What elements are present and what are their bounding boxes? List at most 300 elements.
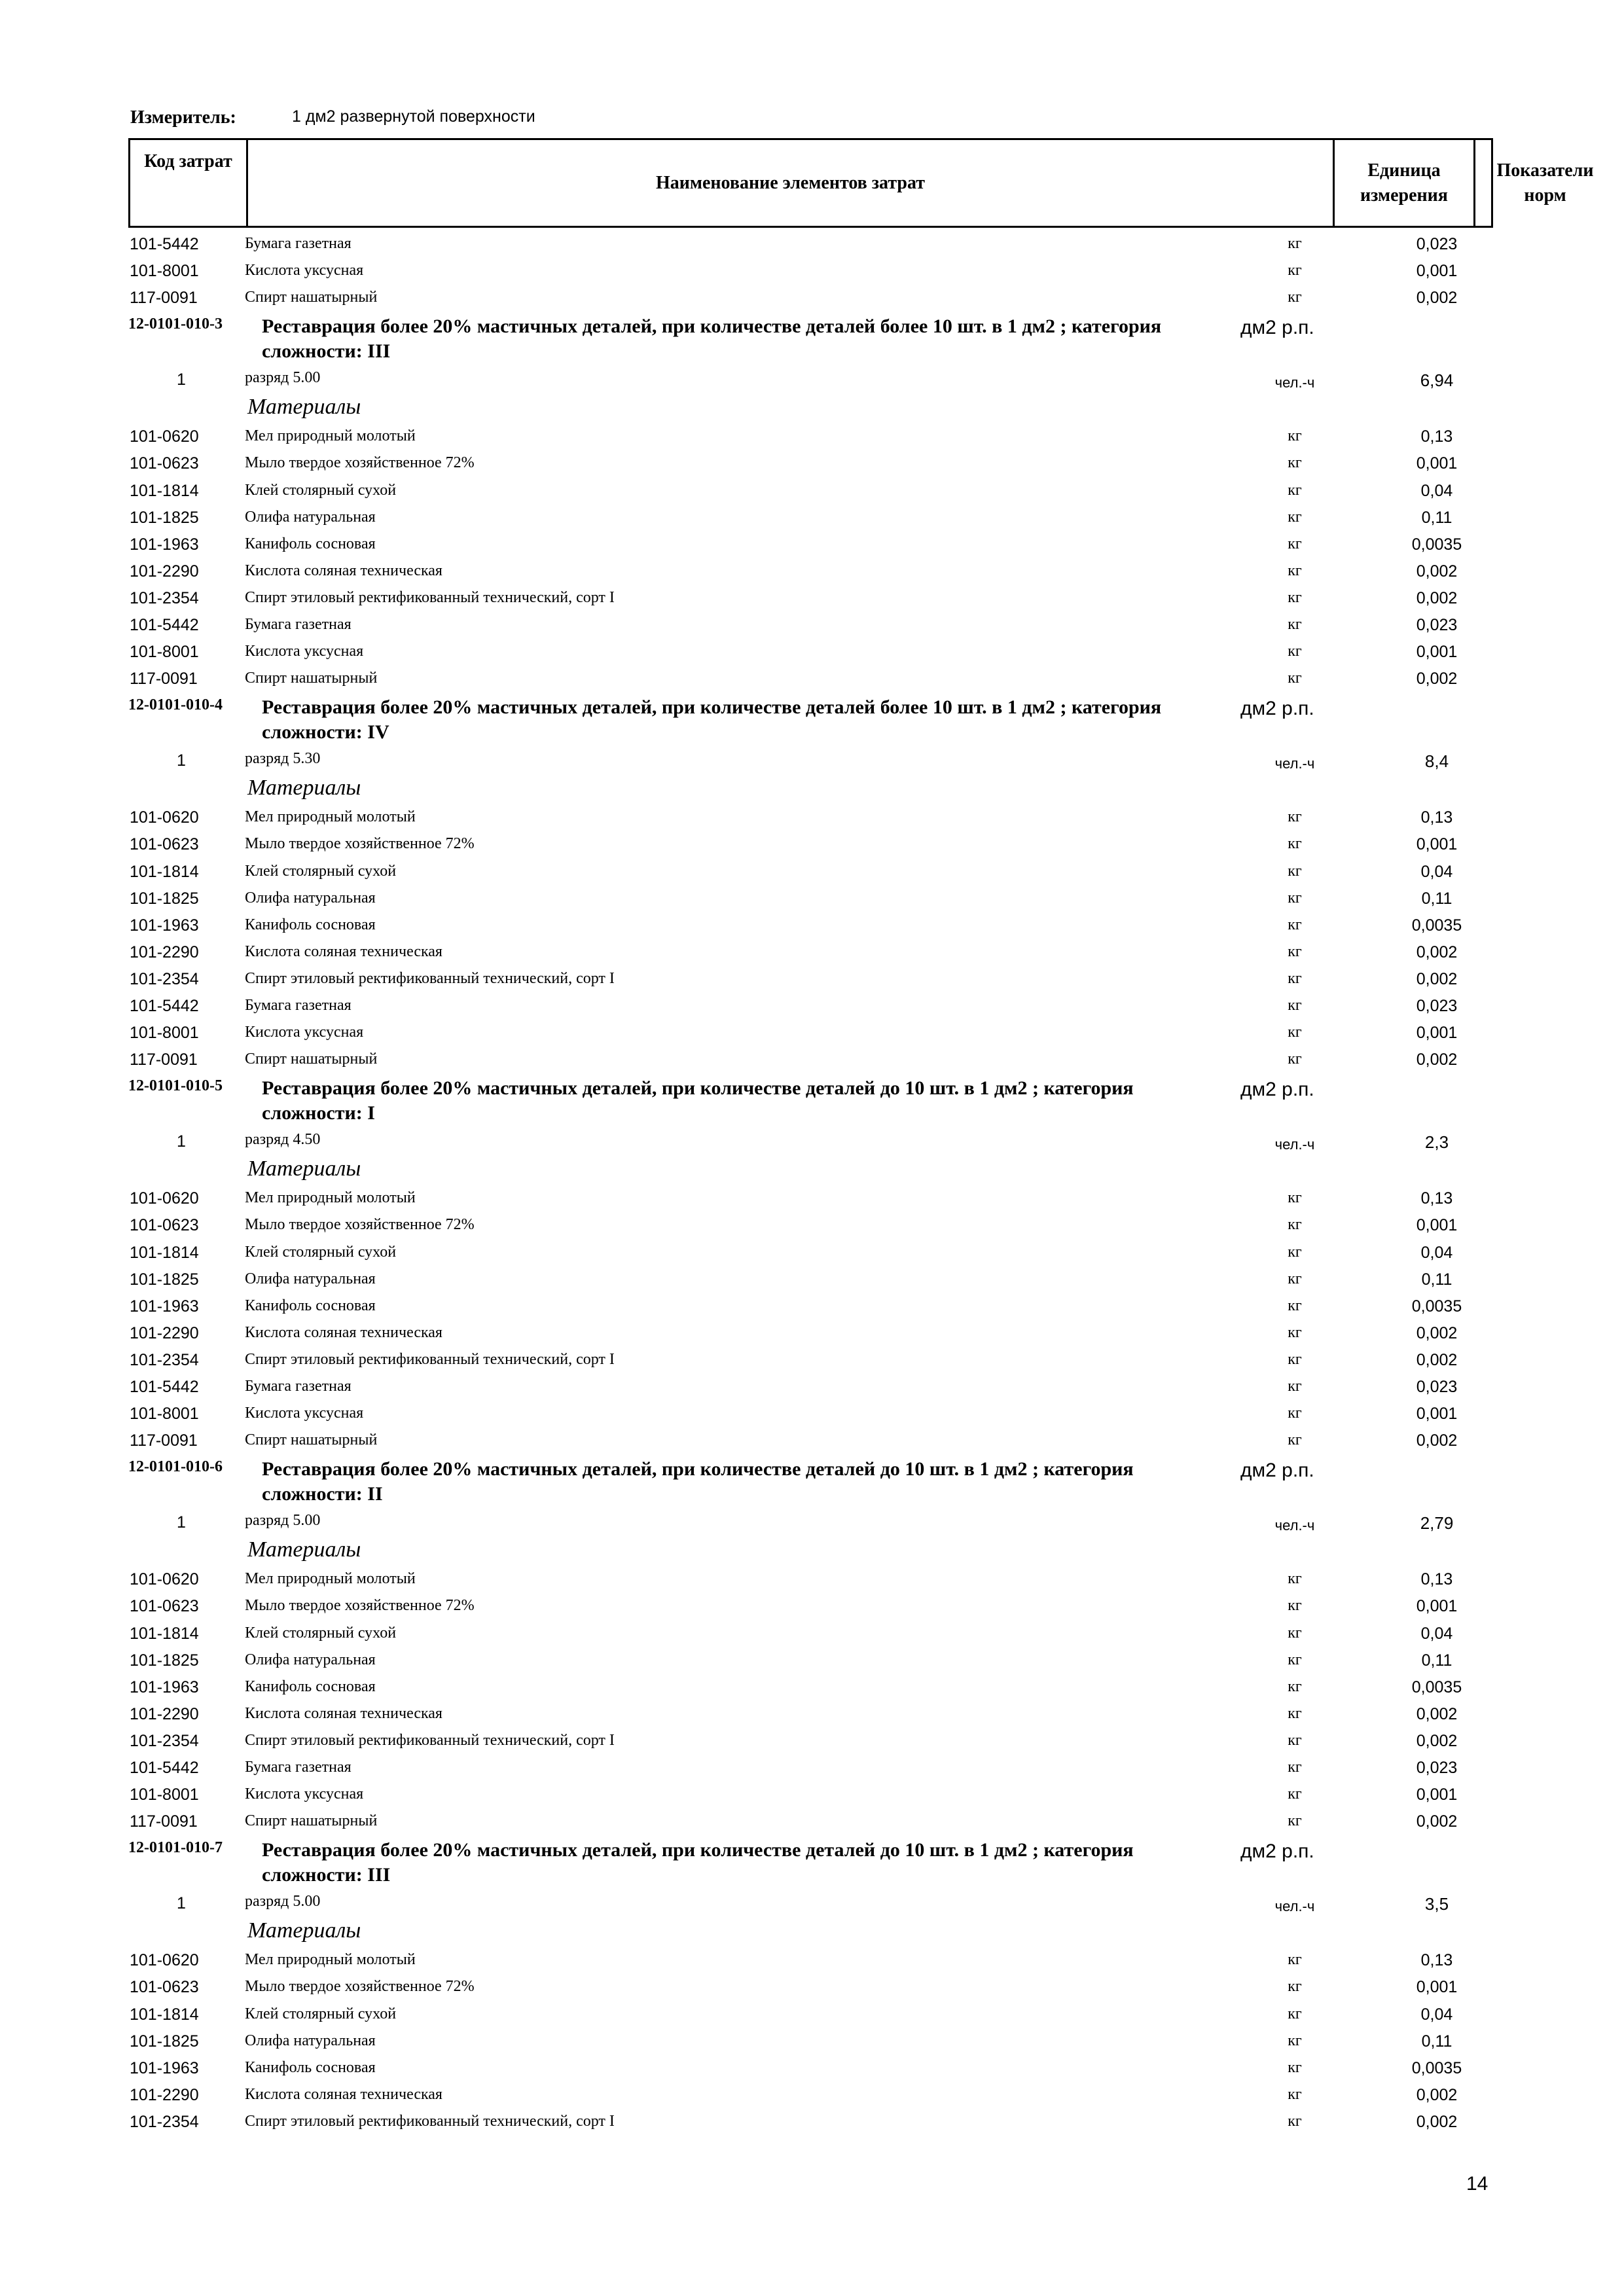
cost-name: Кислота уксусная xyxy=(245,1024,364,1041)
cost-unit: кг xyxy=(1288,1243,1302,1261)
table-row xyxy=(0,666,1624,692)
cost-name: Клей столярный сухой xyxy=(245,2005,397,2022)
page-number: 14 xyxy=(1466,2173,1489,2195)
cost-name: Спирт этиловый ректификованный технический, сорт I xyxy=(245,1731,615,1749)
labor-unit: чел.-ч xyxy=(1274,1517,1315,1534)
section-code: 12-0101-010-7 xyxy=(128,1839,223,1857)
table-row xyxy=(0,993,1624,1020)
cost-value: 0,13 xyxy=(1420,1951,1453,1970)
cost-name: Спирт этиловый ректификованный технический, сорт I xyxy=(245,969,615,987)
section-unit: дм2 р.п. xyxy=(1240,1460,1314,1482)
cost-value: 0,002 xyxy=(1416,2085,1458,2104)
cost-name: Мел природный молотый xyxy=(245,1189,416,1207)
labor-row xyxy=(0,746,1624,773)
cost-name: Канифоль сосновая xyxy=(245,1677,376,1695)
cost-value: 0,023 xyxy=(1416,616,1458,634)
section-unit: дм2 р.п. xyxy=(1240,1840,1314,1863)
cost-code: 101-1814 xyxy=(130,1624,199,1643)
cost-value: 0,001 xyxy=(1416,454,1458,473)
cost-name: Канифоль сосновая xyxy=(245,2058,376,2076)
cost-code: 101-1814 xyxy=(130,862,199,881)
table-row xyxy=(0,639,1624,666)
cost-unit: кг xyxy=(1288,262,1302,279)
labor-value: 8,4 xyxy=(1424,751,1449,772)
cost-unit: кг xyxy=(1288,1050,1302,1068)
cost-code: 101-1814 xyxy=(130,2005,199,2024)
labor-rank: разряд 5.30 xyxy=(245,750,321,768)
cost-code: 101-0620 xyxy=(130,1951,199,1970)
cost-unit: кг xyxy=(1288,1270,1302,1287)
labor-number: 1 xyxy=(177,1894,186,1913)
cost-unit: кг xyxy=(1288,508,1302,526)
labor-rank: разряд 5.00 xyxy=(245,1893,321,1910)
cost-code: 101-1963 xyxy=(130,1297,199,1316)
cost-value: 0,002 xyxy=(1416,942,1458,961)
cost-unit: кг xyxy=(1288,1651,1302,1668)
cost-unit: кг xyxy=(1288,2005,1302,2022)
cost-value: 0,002 xyxy=(1416,670,1458,689)
table-row xyxy=(0,612,1624,639)
cost-name: Клей столярный сухой xyxy=(245,481,397,499)
cost-value: 0,0035 xyxy=(1411,2058,1462,2077)
table-row xyxy=(0,1974,1624,2001)
cost-code: 101-2290 xyxy=(130,562,199,581)
header-code: Код затрат xyxy=(144,151,232,171)
cost-code: 101-2290 xyxy=(130,2085,199,2104)
cost-code: 101-5442 xyxy=(130,997,199,1015)
cost-name: Кислота соляная техническая xyxy=(245,1704,442,1722)
section-code: 12-0101-010-5 xyxy=(128,1077,223,1095)
cost-unit: кг xyxy=(1288,2058,1302,2076)
measure-label: Измеритель: xyxy=(130,107,236,128)
table-row xyxy=(0,1808,1624,1835)
table-row xyxy=(0,1212,1624,1239)
cost-code: 101-5442 xyxy=(130,1378,199,1396)
cost-unit: кг xyxy=(1288,969,1302,987)
cost-unit: кг xyxy=(1288,1731,1302,1749)
cost-name: Бумага газетная xyxy=(245,1378,352,1395)
cost-code: 101-2290 xyxy=(130,1704,199,1723)
cost-name: Мыло твердое хозяйственное 72% xyxy=(245,1597,475,1615)
cost-name: Спирт нашатырный xyxy=(245,670,378,687)
header-norm-line1: Показатели xyxy=(1496,160,1594,181)
table-row xyxy=(0,2082,1624,2109)
cost-unit: кг xyxy=(1288,1704,1302,1722)
cost-value: 0,0035 xyxy=(1411,1677,1462,1696)
cost-name: Бумага газетная xyxy=(245,235,352,252)
cost-code: 101-2290 xyxy=(130,942,199,961)
cost-value: 0,002 xyxy=(1416,1431,1458,1450)
section-code: 12-0101-010-6 xyxy=(128,1458,223,1476)
cost-value: 0,04 xyxy=(1420,2005,1453,2024)
cost-code: 101-0620 xyxy=(130,427,199,446)
table-row xyxy=(0,558,1624,585)
cost-unit: кг xyxy=(1288,1431,1302,1449)
table-row xyxy=(0,1266,1624,1293)
cost-value: 0,023 xyxy=(1416,1378,1458,1396)
table-row xyxy=(0,1755,1624,1782)
cost-code: 101-1963 xyxy=(130,2058,199,2077)
table-row xyxy=(0,939,1624,966)
cost-code: 117-0091 xyxy=(130,1431,198,1450)
cost-code: 101-0623 xyxy=(130,835,199,854)
materials-heading xyxy=(0,773,1624,804)
cost-value: 0,002 xyxy=(1416,1050,1458,1069)
cost-name: Кислота соляная техническая xyxy=(245,2085,442,2103)
labor-number: 1 xyxy=(177,1513,186,1532)
section-unit: дм2 р.п. xyxy=(1240,1079,1314,1101)
cost-name: Мел природный молотый xyxy=(245,1570,416,1588)
cost-name: Спирт этиловый ректификованный технический, сорт I xyxy=(245,1350,615,1368)
cost-unit: кг xyxy=(1288,1597,1302,1615)
cost-value: 0,13 xyxy=(1420,1570,1453,1589)
table-row xyxy=(0,258,1624,285)
table-row xyxy=(0,231,1624,258)
labor-value: 2,79 xyxy=(1420,1513,1454,1534)
cost-unit: кг xyxy=(1288,997,1302,1014)
cost-unit: кг xyxy=(1288,1323,1302,1341)
section-header xyxy=(0,1835,1624,1889)
section-title: Реставрация более 20% мастичных деталей, при количестве деталей более 10 шт. в 1 дм2 ; категория сложности: III xyxy=(262,315,1162,363)
labor-number: 1 xyxy=(177,370,186,389)
cost-name: Бумага газетная xyxy=(245,616,352,633)
table-row xyxy=(0,1674,1624,1701)
cost-value: 0,04 xyxy=(1420,1243,1453,1262)
table-row xyxy=(0,1701,1624,1728)
cost-value: 0,0035 xyxy=(1411,1297,1462,1316)
cost-name: Спирт этиловый ректификованный технический, сорт I xyxy=(245,588,615,606)
cost-unit: кг xyxy=(1288,1570,1302,1588)
table-row xyxy=(0,585,1624,612)
cost-code: 101-1963 xyxy=(130,535,199,554)
cost-unit: кг xyxy=(1288,1378,1302,1395)
cost-code: 101-0620 xyxy=(130,808,199,827)
cost-code: 101-8001 xyxy=(130,1405,199,1424)
table-row xyxy=(0,505,1624,531)
table-row xyxy=(0,1347,1624,1374)
cost-value: 0,002 xyxy=(1416,969,1458,988)
table-row xyxy=(0,1320,1624,1347)
section-code: 12-0101-010-4 xyxy=(128,696,223,714)
table-row xyxy=(0,1401,1624,1427)
cost-unit: кг xyxy=(1288,1951,1302,1969)
labor-row xyxy=(0,1508,1624,1535)
cost-name: Клей столярный сухой xyxy=(245,1243,397,1261)
cost-value: 0,001 xyxy=(1416,1216,1458,1235)
cost-unit: кг xyxy=(1288,1785,1302,1803)
cost-value: 0,002 xyxy=(1416,1323,1458,1342)
cost-value: 0,0035 xyxy=(1411,535,1462,554)
cost-name: Клей столярный сухой xyxy=(245,862,397,880)
cost-name: Спирт нашатырный xyxy=(245,1050,378,1068)
labor-value: 6,94 xyxy=(1420,370,1454,391)
cost-code: 117-0091 xyxy=(130,1812,198,1831)
cost-value: 0,001 xyxy=(1416,835,1458,854)
cost-unit: кг xyxy=(1288,1405,1302,1422)
cost-value: 0,001 xyxy=(1416,1978,1458,1997)
labor-number: 1 xyxy=(177,751,186,770)
labor-value: 2,3 xyxy=(1424,1132,1449,1153)
cost-code: 117-0091 xyxy=(130,670,198,689)
table-row xyxy=(0,1621,1624,1647)
section-title: Реставрация более 20% мастичных деталей, при количестве деталей до 10 шт. в 1 дм2 ; категория сложности: I xyxy=(262,1077,1134,1124)
cost-name: Спирт нашатырный xyxy=(245,1431,378,1449)
cost-name: Олифа натуральная xyxy=(245,508,376,526)
table-row xyxy=(0,1293,1624,1320)
cost-unit: кг xyxy=(1288,2032,1302,2049)
labor-row xyxy=(0,1889,1624,1916)
cost-unit: кг xyxy=(1288,1677,1302,1695)
labor-unit: чел.-ч xyxy=(1274,1136,1315,1153)
cost-name: Кислота соляная техническая xyxy=(245,942,442,960)
cost-unit: кг xyxy=(1288,289,1302,306)
labor-unit: чел.-ч xyxy=(1274,755,1315,772)
table-row xyxy=(0,1047,1624,1073)
cost-code: 117-0091 xyxy=(130,289,198,308)
table-row xyxy=(0,886,1624,912)
cost-unit: кг xyxy=(1288,535,1302,552)
table-row xyxy=(0,531,1624,558)
cost-name: Мел природный молотый xyxy=(245,808,416,826)
cost-code: 101-8001 xyxy=(130,1024,199,1043)
cost-name: Спирт нашатырный xyxy=(245,289,378,306)
cost-code: 101-5442 xyxy=(130,616,199,634)
cost-code: 101-2290 xyxy=(130,1323,199,1342)
cost-code: 101-0623 xyxy=(130,454,199,473)
table-row xyxy=(0,450,1624,477)
cost-unit: кг xyxy=(1288,808,1302,826)
labor-number: 1 xyxy=(177,1132,186,1151)
cost-value: 0,002 xyxy=(1416,588,1458,607)
cost-name: Канифоль сосновая xyxy=(245,916,376,933)
cost-value: 0,001 xyxy=(1416,262,1458,281)
cost-unit: кг xyxy=(1288,942,1302,960)
cost-name: Мыло твердое хозяйственное 72% xyxy=(245,1216,475,1234)
cost-value: 0,002 xyxy=(1416,289,1458,308)
measure-value: 1 дм2 развернутой поверхности xyxy=(292,107,535,126)
cost-value: 0,13 xyxy=(1420,427,1453,446)
table-row xyxy=(0,966,1624,993)
table-row xyxy=(0,1185,1624,1212)
materials-label: Материалы xyxy=(247,395,361,420)
cost-unit: кг xyxy=(1288,235,1302,252)
table-row xyxy=(0,1020,1624,1047)
cost-name: Кислота уксусная xyxy=(245,643,364,660)
cost-name: Мыло твердое хозяйственное 72% xyxy=(245,835,475,853)
cost-value: 0,04 xyxy=(1420,862,1453,881)
header-name: Наименование элементов затрат xyxy=(246,140,1333,226)
table-row xyxy=(0,804,1624,831)
cost-name: Кислота соляная техническая xyxy=(245,562,442,579)
cost-unit: кг xyxy=(1288,1624,1302,1641)
table-row xyxy=(0,1374,1624,1401)
cost-name: Мыло твердое хозяйственное 72% xyxy=(245,1978,475,1996)
cost-name: Кислота уксусная xyxy=(245,1405,364,1422)
cost-value: 0,11 xyxy=(1421,1651,1453,1670)
cost-code: 117-0091 xyxy=(130,1050,198,1069)
cost-unit: кг xyxy=(1288,1297,1302,1314)
cost-unit: кг xyxy=(1288,916,1302,933)
labor-row xyxy=(0,1127,1624,1154)
cost-value: 0,002 xyxy=(1416,1704,1458,1723)
section-header xyxy=(0,1073,1624,1127)
cost-value: 0,0035 xyxy=(1411,916,1462,935)
cost-unit: кг xyxy=(1288,1216,1302,1234)
table-row xyxy=(0,1240,1624,1266)
table-row xyxy=(0,1728,1624,1755)
cost-code: 101-8001 xyxy=(130,262,199,281)
cost-name: Олифа натуральная xyxy=(245,2032,376,2049)
cost-name: Мел природный молотый xyxy=(245,1951,416,1969)
cost-code: 101-2354 xyxy=(130,1731,199,1750)
cost-code: 101-1814 xyxy=(130,1243,199,1262)
cost-code: 101-8001 xyxy=(130,643,199,662)
cost-code: 101-1814 xyxy=(130,481,199,500)
cost-unit: кг xyxy=(1288,2085,1302,2103)
cost-unit: кг xyxy=(1288,1024,1302,1041)
header-unit-line2: измерения xyxy=(1360,185,1448,206)
cost-value: 0,002 xyxy=(1416,1350,1458,1369)
labor-row xyxy=(0,365,1624,392)
table-row xyxy=(0,2001,1624,2028)
cost-name: Мыло твердое хозяйственное 72% xyxy=(245,454,475,472)
cost-value: 0,002 xyxy=(1416,1731,1458,1750)
materials-heading xyxy=(0,1916,1624,1947)
table-row xyxy=(0,912,1624,939)
materials-heading xyxy=(0,1154,1624,1185)
cost-name: Спирт нашатырный xyxy=(245,1812,378,1830)
cost-value: 0,11 xyxy=(1421,889,1453,908)
cost-value: 0,023 xyxy=(1416,1759,1458,1777)
cost-name: Бумага газетная xyxy=(245,1759,352,1776)
section-title: Реставрация более 20% мастичных деталей, при количестве деталей более 10 шт. в 1 дм2 ; категория сложности: IV xyxy=(262,696,1162,744)
cost-name: Канифоль сосновая xyxy=(245,1297,376,1314)
cost-unit: кг xyxy=(1288,1189,1302,1207)
cost-code: 101-5442 xyxy=(130,1759,199,1777)
cost-code: 101-0620 xyxy=(130,1189,199,1208)
section-title: Реставрация более 20% мастичных деталей, при количестве деталей до 10 шт. в 1 дм2 ; категория сложности: III xyxy=(262,1839,1134,1886)
cost-code: 101-2354 xyxy=(130,969,199,988)
section-header xyxy=(0,1454,1624,1508)
cost-unit: кг xyxy=(1288,562,1302,579)
cost-unit: кг xyxy=(1288,454,1302,472)
cost-name: Олифа натуральная xyxy=(245,1270,376,1287)
cost-value: 0,04 xyxy=(1420,481,1453,500)
cost-name: Бумага газетная xyxy=(245,997,352,1014)
cost-unit: кг xyxy=(1288,481,1302,499)
cost-unit: кг xyxy=(1288,427,1302,445)
cost-code: 101-2354 xyxy=(130,588,199,607)
cost-code: 101-1963 xyxy=(130,1677,199,1696)
cost-name: Клей столярный сухой xyxy=(245,1624,397,1641)
cost-unit: кг xyxy=(1288,835,1302,853)
cost-unit: кг xyxy=(1288,862,1302,880)
section-unit: дм2 р.п. xyxy=(1240,317,1314,339)
cost-value: 0,13 xyxy=(1420,808,1453,827)
cost-value: 0,023 xyxy=(1416,997,1458,1015)
materials-label: Материалы xyxy=(247,1157,361,1181)
materials-label: Материалы xyxy=(247,776,361,800)
materials-heading xyxy=(0,392,1624,423)
table-row xyxy=(0,1647,1624,1674)
cost-code: 101-1825 xyxy=(130,1270,199,1289)
table-row xyxy=(0,285,1624,312)
cost-name: Олифа натуральная xyxy=(245,1651,376,1668)
cost-code: 101-1963 xyxy=(130,916,199,935)
cost-unit: кг xyxy=(1288,616,1302,633)
cost-code: 101-8001 xyxy=(130,1785,199,1804)
cost-name: Мел природный молотый xyxy=(245,427,416,445)
cost-name: Кислота уксусная xyxy=(245,1785,364,1803)
cost-value: 0,04 xyxy=(1420,1624,1453,1643)
cost-value: 0,002 xyxy=(1416,562,1458,581)
cost-code: 101-2354 xyxy=(130,2112,199,2131)
table-row xyxy=(0,423,1624,450)
cost-unit: кг xyxy=(1288,889,1302,906)
cost-unit: кг xyxy=(1288,1812,1302,1830)
table-row xyxy=(0,1782,1624,1808)
labor-rank: разряд 4.50 xyxy=(245,1131,321,1149)
header-norm-line2: норм xyxy=(1524,185,1566,206)
labor-unit: чел.-ч xyxy=(1274,374,1315,391)
cost-value: 0,11 xyxy=(1421,1270,1453,1289)
table-row xyxy=(0,2109,1624,2136)
cost-value: 0,001 xyxy=(1416,1597,1458,1616)
cost-code: 101-0620 xyxy=(130,1570,199,1589)
cost-code: 101-5442 xyxy=(130,235,199,253)
labor-value: 3,5 xyxy=(1424,1894,1449,1914)
cost-value: 0,023 xyxy=(1416,235,1458,253)
materials-label: Материалы xyxy=(247,1918,361,1943)
section-header xyxy=(0,312,1624,365)
cost-value: 0,13 xyxy=(1420,1189,1453,1208)
materials-label: Материалы xyxy=(247,1537,361,1562)
table-row xyxy=(0,1593,1624,1620)
cost-unit: кг xyxy=(1288,2112,1302,2130)
cost-unit: кг xyxy=(1288,643,1302,660)
cost-value: 0,001 xyxy=(1416,1405,1458,1424)
cost-code: 101-0623 xyxy=(130,1597,199,1616)
cost-code: 101-1825 xyxy=(130,508,199,527)
materials-heading xyxy=(0,1535,1624,1566)
table-row xyxy=(0,1427,1624,1454)
table-row xyxy=(0,1566,1624,1593)
cost-value: 0,11 xyxy=(1421,508,1453,527)
cost-code: 101-0623 xyxy=(130,1978,199,1997)
cost-unit: кг xyxy=(1288,1350,1302,1368)
section-header xyxy=(0,692,1624,746)
cost-code: 101-1825 xyxy=(130,1651,199,1670)
cost-code: 101-1825 xyxy=(130,2032,199,2051)
cost-code: 101-2354 xyxy=(130,1350,199,1369)
table-row xyxy=(0,859,1624,886)
cost-unit: кг xyxy=(1288,588,1302,606)
cost-name: Кислота соляная техническая xyxy=(245,1323,442,1341)
cost-unit: кг xyxy=(1288,1978,1302,1996)
table-row xyxy=(0,1947,1624,1974)
cost-name: Спирт этиловый ректификованный технический, сорт I xyxy=(245,2112,615,2130)
cost-value: 0,002 xyxy=(1416,2112,1458,2131)
header-unit-line1: Единица xyxy=(1367,160,1441,181)
cost-name: Канифоль сосновая xyxy=(245,535,376,552)
table-row xyxy=(0,2028,1624,2055)
table-row xyxy=(0,2055,1624,2082)
cost-value: 0,002 xyxy=(1416,1812,1458,1831)
labor-rank: разряд 5.00 xyxy=(245,369,321,387)
labor-unit: чел.-ч xyxy=(1274,1898,1315,1915)
cost-value: 0,001 xyxy=(1416,1785,1458,1804)
section-unit: дм2 р.п. xyxy=(1240,698,1314,720)
